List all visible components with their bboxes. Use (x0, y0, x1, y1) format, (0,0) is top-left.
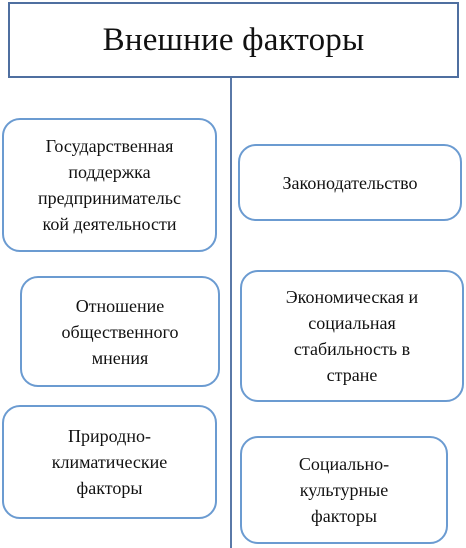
factor-box-state-support (2, 118, 217, 252)
factor-label: Государственная поддержка предпринимательс кой деятельности (38, 136, 181, 234)
factor-box-natural-climatic (2, 405, 217, 519)
factor-label: Экономическая и социальная стабильность в стране (285, 287, 419, 385)
diagram-title: Внешние факторы (102, 21, 365, 58)
factor-box-legislation (238, 144, 462, 221)
factor-label: Законодательство (282, 172, 418, 193)
factor-box-public-opinion (20, 276, 220, 387)
factor-label: Социально- культурные факторы (298, 454, 390, 526)
factor-label: Природно- климатические факторы (51, 426, 168, 498)
diagram-title-box (8, 2, 459, 78)
factor-label: Отношение общественного мнения (61, 295, 179, 368)
factor-box-economic-social-stability (240, 270, 464, 402)
column-divider-line (230, 78, 232, 548)
factor-box-socio-cultural (240, 436, 448, 544)
